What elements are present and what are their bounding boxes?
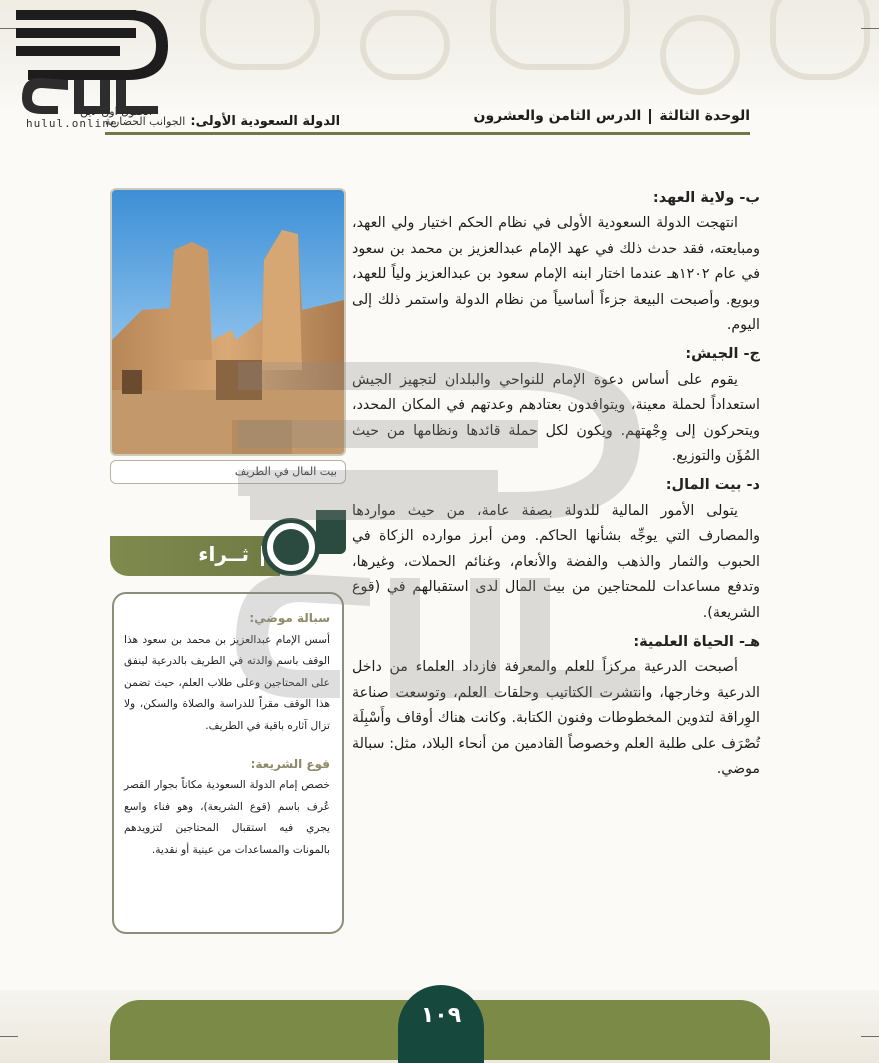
topic-label: الدولة السعودية الأولى: (190, 114, 341, 129)
topic-title (105, 110, 340, 129)
crop-mark (861, 1036, 879, 1037)
photo-caption: بيت المال في الطريف (110, 460, 346, 484)
header-separator (649, 109, 651, 124)
scroll-icon-inner (273, 529, 309, 565)
enrichment-item-title: سبالة موضي: (249, 611, 330, 625)
unit-label: الوحدة الثالثة (659, 108, 750, 124)
enrichment-tab (316, 510, 346, 554)
section-title: ب- ولاية العهد: (652, 190, 760, 206)
section-crown-prince (352, 186, 760, 338)
treasury-photo (110, 188, 346, 456)
enrichment-item-text: أسس الإمام عبدالعزيز بن محمد بن سعود هذا الوقف باسم والدته في الطريف بالدرعية لينفق على المحتاجين وعلى طلاب العلم، حيث تضمن هذا الوقف مقراً للدراسة والصلاة والسكن، ولا تزال آثاره باقية في الطريف. (124, 633, 330, 732)
section-text: انتهجت الدولة السعودية الأولى في نظام الحكم اختيار ولي العهد، ومبايعته، فقد حدث ذلك في عهد الإمام عبدالعزيز بن محمد بن سعود في عام ١٢٠٢هـ عندما اختار ابنه الإمام سعود بن عبدالعزيز ولياً للعهد، وبويع. وأصبحت البيعة جزءاً أساسياً من نظام الدولة واستمر ذلك إلى اليوم. (352, 215, 760, 334)
section-text: يقوم على أساس دعوة الإمام للنواحي والبلدان لتجهيز الجيش استعداداً لحملة معينة، ويتوافدون بعتادهم وعدتهم في المكان المحدد، ويتحركون إلى وِجْهتهم. ويكون لكل حملة قائدها ونظامها من حيث المُؤَن والتوزيع. (352, 371, 760, 465)
scroll-icon (262, 518, 320, 576)
unit-lesson-title (474, 108, 750, 124)
crop-mark (861, 28, 879, 29)
enrichment-item-text: خصص إمام الدولة السعودية مكاناً بجوار القصر عُرف باسم (قوع الشريعة)، وهو فناء واسع يجري فيه استقبال المحتاجين لتزويدهم بالمونات والمساعدات من عينية أو نقدية. (124, 779, 330, 856)
logo-url[interactable]: hulul.online (26, 117, 118, 130)
page-number: ١٠٩ (398, 985, 484, 1063)
crop-mark (0, 1036, 18, 1037)
section-text: يتولى الأمور المالية للدولة بصفة عامة، من حيث مواردها والمصارف التي يوجِّه بشأنها الحاكم. ومن أبرز موارده الزكاة في الحبوب والثمار والذهب والفضة والأنعام، وغنائم الحملات، وغيرها، وتدفع مساعدات للمحتاجين من بيت المال لدى استقبالهم في (قوع الشريعة). (352, 502, 760, 621)
logo-tagline: الحلول اون لاين (80, 105, 152, 118)
enrichment-box (112, 592, 344, 934)
section-army (352, 342, 760, 469)
section-treasury (352, 473, 760, 625)
main-content (352, 182, 760, 782)
enrichment-label-bar (110, 536, 280, 576)
subtopic-label: الجوانب الحضارية (105, 115, 186, 128)
enrichment-label: ثــراء (198, 542, 249, 566)
lesson-label: الدرس الثامن والعشرون (473, 108, 642, 124)
section-text: أصبحت الدرعية مركزاً للعلم والمعرفة فازداد العلماء من داخل الدرعية وخارجها، وانتشرت الكتاتيب وحلقات العلم، وتوسعت صناعة الوِراقة لتدوين المخطوطات وفنون الكتابة. وكانت هناك أوقاف وأَسْبِلَة تُصْرَف على طلبة العلم وخصوصاً القادمين من أنحاء البلاد، مثل: سبالة موضي. (352, 659, 760, 777)
section-scientific-life (352, 630, 760, 782)
section-title: د- بيت المال: (665, 477, 760, 494)
header-rule (105, 132, 750, 135)
section-title: هـ- الحياة العلمية: (633, 633, 760, 650)
enrichment-item-title: قوع الشريعة: (250, 756, 330, 771)
enrichment-header (110, 510, 346, 580)
section-title: ج- الجيش: (685, 346, 760, 363)
